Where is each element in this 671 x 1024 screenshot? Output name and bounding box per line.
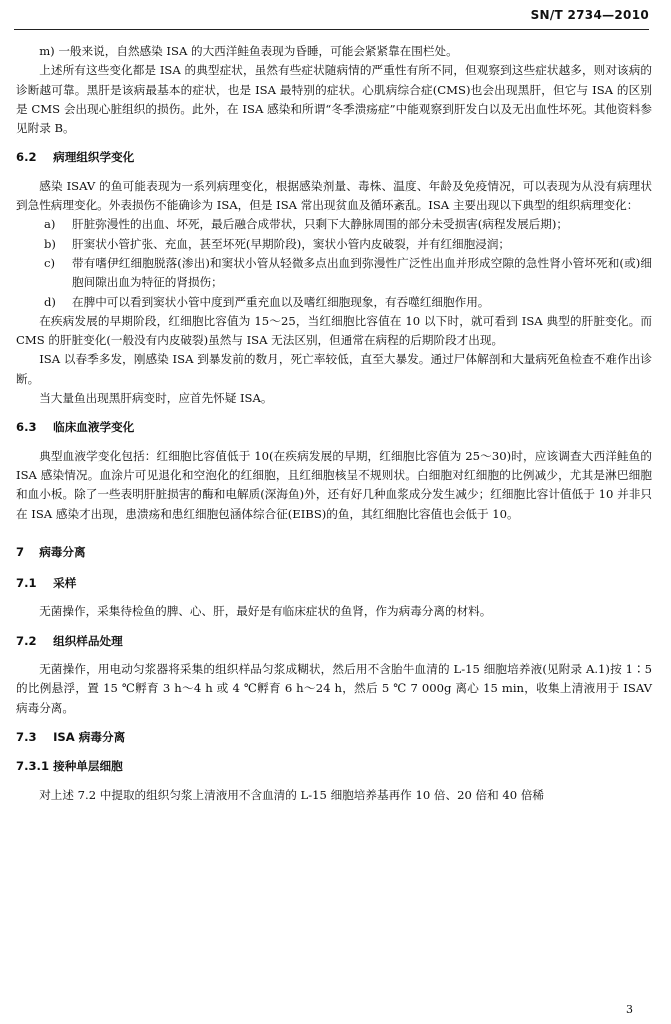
list-item-text: 带有嗜伊红细胞脱落(渗出)和窦状小管从轻微多点出血到弥漫性广泛性出血并形成空隙的急性肾小管坏死和(或)细胞间隙出血为特征的肾损伤； [72, 255, 652, 290]
section-title: 病毒分离 [39, 544, 86, 559]
paragraph: 无菌操作，采集待检鱼的脾、心、肝，最好是有临床症状的鱼肾，作为病毒分离的材料。 [39, 604, 492, 619]
document-body [16, 42, 652, 805]
section-heading-6-3 [16, 418, 652, 437]
list-item-label: c) [44, 255, 56, 270]
list-item-text: 在脾中可以看到窦状小管中度到严重充血以及嗜红细胞现象，有吞噬红细胞作用。 [72, 294, 490, 309]
section-heading-6-2 [16, 148, 652, 167]
section-title: ISA 病毒分离 [53, 729, 126, 744]
section-heading-7-3 [16, 728, 652, 747]
section-number: 7.2 [16, 633, 37, 648]
paragraph: 在疾病发展的早期阶段，红细胞比容值为 15～25，当红细胞比容值在 10 以下时，就可看到 ISA 典型的肝脏变化。而 CMS 的肝脏变化(一般没有内皮破裂)虽然与 ISA 无法区别，但通常在病程的后期阶段才出现。 [16, 313, 652, 348]
paragraph: 对上述 7.2 中提取的组织匀浆上清液用不含血清的 L-15 细胞培养基再作 10 倍、20 倍和 40 倍稀 [39, 787, 545, 802]
paragraph: 典型血液学变化包括：红细胞比容值低于 10(在疾病发展的早期，红细胞比容值为 25～30)时，应该调查大西洋鲑鱼的 ISA 感染情况。血涂片可见退化和空泡化的红细胞，且红细胞核呈不规则状。白细胞对红细胞的比例减少，尤其是淋巴细胞和血小板。除了一些表明肝脏损害的酶和电解质(深海鱼)外，还有好几种血浆成分发生减少；红细胞比容计值低于 10 并非只在 ISA 感染才出现，患溃疡和患红细胞包涵体综合征(EIBS)的鱼，其红细胞比容值也会低于 10。 [16, 448, 652, 521]
section-number: 6.3 [16, 420, 37, 435]
section-title: 病理组织学变化 [53, 150, 135, 165]
section-title: 临床血液学变化 [53, 420, 135, 435]
paragraph: 感染 ISAV 的鱼可能表现为一系列病理变化，根据感染剂量、毒株、温度、年龄及免疫情况，可以表现为从没有病理状到急性病理变化。外表损伤不能确诊为 ISA，但是 ISA 常出现贫血及循环紊乱。ISA 主要出现以下典型的组织病理变化： [16, 178, 652, 213]
section-title: 采样 [53, 576, 77, 591]
section-number: 7.3 [16, 729, 37, 744]
list-item-text: 肝窦状小管扩张、充血，甚至坏死(早期阶段)，窦状小管内皮破裂，并有红细胞浸润； [72, 236, 511, 251]
list-item-label: d) [44, 294, 56, 309]
section-number: 7 [16, 544, 25, 559]
paragraph: 上述所有这些变化都是 ISA 的典型症状，虽然有些症状随病情的严重性有所不同，但观察到这些症状越多，则对该病的诊断越可靠。黑肝是该病最基本的症状，也是 ISA 最特别的症状。心肌病综合症(CMS)也会出现黑肝，但它与 ISA 的区别是 CMS 会出现心脏组织的损伤。此外，在 ISA 感染和所谓“冬季溃疡症”中能观察到肝发白以及无出血性坏死。其他资料参见附录 B。 [16, 63, 652, 136]
section-heading-7-3-1 [16, 757, 652, 776]
list-item [16, 215, 652, 234]
section-number: 6.2 [16, 150, 37, 165]
paragraph: 无菌操作，用电动匀浆器将采集的组织样品匀浆成糊状，然后用不含胎牛血清的 L-15 细胞培养液(见附录 A.1)按 1∶5 的比例悬浮，置 15 ℃孵育 3 h～4 h 或 4 ℃孵育 6 h～24 h，然后 5 ℃ 7 000g 离心 15 min，收集上清液用于 ISAV 病毒分离。 [16, 662, 652, 715]
list-item [16, 235, 652, 254]
section-number: 7.1 [16, 576, 37, 591]
standard-code-header: SN/T 2734—2010 [530, 8, 649, 22]
list-item-label: a) [44, 217, 56, 232]
section-heading-7 [16, 543, 652, 562]
list-item [16, 293, 652, 312]
paragraph: 当大量鱼出现黑肝病变时，应首先怀疑 ISA。 [39, 391, 273, 406]
section-number: 7.3.1 [16, 759, 50, 774]
page-number: 3 [626, 1003, 633, 1016]
list-item-text: 肝脏弥漫性的出血、坏死，最后融合成带状，只剩下大静脉周围的部分未受损害(病程发展后期)； [72, 217, 568, 232]
list-item [16, 254, 652, 293]
list-item-label: b) [44, 236, 56, 251]
section-heading-7-1 [16, 574, 652, 593]
paragraph: ISA 以春季多发，刚感染 ISA 到暴发前的数月，死亡率较低，直至大暴发。通过尸体解剖和大量病死鱼检查不难作出诊断。 [16, 352, 652, 386]
section-title: 组织样品处理 [53, 633, 123, 648]
section-heading-7-2 [16, 632, 652, 651]
header-divider [14, 29, 649, 30]
section-title: 接种单层细胞 [53, 759, 123, 774]
list-item-m: m) 一般来说，自然感染 ISA 的大西洋鲑鱼表现为昏睡，可能会紧紧靠在围栏处。 [39, 44, 458, 58]
